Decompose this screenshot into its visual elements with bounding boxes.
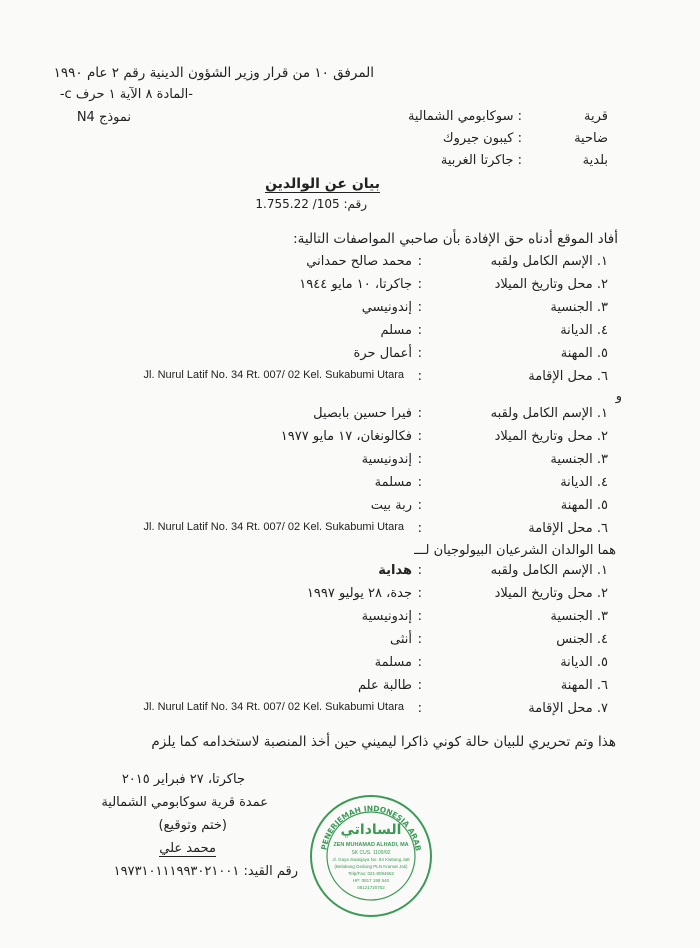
child-row: ٦. المهنة : طالبة علم xyxy=(357,678,608,693)
field-value: إندونيسية xyxy=(361,609,412,624)
mother-row: ٦. محل الإقامة : Jl. Nurul Latif No. 34 Rt. 007/ 02 Kel. Sukabumi Utara xyxy=(143,521,608,536)
field-label: ١. الإسم الكامل ولقبه xyxy=(490,406,608,421)
father-row: ١. الإسم الكامل ولقبه : محمد صالح حمداني xyxy=(306,254,608,269)
field-label: ٧. محل الإقامة xyxy=(528,701,608,716)
field-value: فكالونغان، ١٧ مايو ١٩٧٧ xyxy=(280,429,412,444)
field-label: ٦. محل الإقامة xyxy=(528,369,608,384)
location-label: قرية xyxy=(584,109,608,124)
field-label: ٣. الجنسية xyxy=(550,609,608,624)
father-row: ٤. الديانة : مسلم xyxy=(380,323,608,338)
location-label: ضاحية xyxy=(574,131,608,146)
child-row: ١. الإسم الكامل ولقبه : هداية xyxy=(378,563,608,578)
field-value: مسلمة xyxy=(374,475,412,490)
field-value: مسلمة xyxy=(374,655,412,670)
field-label: ٤. الديانة xyxy=(560,323,608,338)
field-value: أعمال حرة xyxy=(353,346,412,361)
decree-reference: المرفق ١٠ من قرار وزير الشؤون الدينية رقم ٢ عام ١٩٩٠ xyxy=(53,65,374,81)
location-value: : جاكرتا الغربية xyxy=(440,153,522,168)
field-value: هداية xyxy=(378,563,412,578)
stamp-phone-3: 08121720752 xyxy=(357,885,385,890)
stamp-phone-1: Telp/Fax: 021-8094662 xyxy=(347,871,395,876)
stamp-address-2: (Belakang Gedung PLN Kramat Jati) xyxy=(334,864,408,869)
child-row: ٣. الجنسية : إندونيسية xyxy=(361,609,608,624)
field-value: جاكرتا، ١٠ مايو ١٩٤٤ xyxy=(299,277,412,292)
article-reference: -المادة ٨ الآية ١ حرف c- xyxy=(59,87,193,102)
father-row: ٣. الجنسية : إندونيسي xyxy=(361,300,608,315)
form-code: نموذج N4 xyxy=(76,110,131,125)
field-value: إندونيسية xyxy=(361,452,412,467)
child-row: ٧. محل الإقامة : Jl. Nurul Latif No. 34 Rt. 007/ 02 Kel. Sukabumi Utara xyxy=(143,701,608,716)
stamp-sk: SK CUS. 1109/92 xyxy=(351,850,391,856)
field-label: ٢. محل وتاريخ الميلاد xyxy=(494,277,608,292)
signature-seal-note: (ختم وتوقيع) xyxy=(158,818,227,833)
intro-statement: أفاد الموقع أدناه حق الإفادة بأن صاحبي المواصفات التالية: xyxy=(293,231,618,247)
field-label: ٦. محل الإقامة xyxy=(528,521,608,536)
document-title: بيان عن الوالدين xyxy=(265,176,380,192)
field-label: ١. الإسم الكامل ولقبه xyxy=(490,254,608,269)
location-village xyxy=(408,109,608,129)
father-row: ٦. محل الإقامة : Jl. Nurul Latif No. 34 Rt. 007/ 02 Kel. Sukabumi Utara xyxy=(143,369,608,384)
field-label: ٤. الديانة xyxy=(560,475,608,490)
location-district xyxy=(408,131,608,151)
father-row: ٢. محل وتاريخ الميلاد : جاكرتا، ١٠ مايو ١٩٤٤ xyxy=(299,277,608,292)
stamp-ring-text: PENERJEMAH INDONESIA ARAB xyxy=(319,803,423,852)
stamp-address-1: Jl. Gaya Swasjaya No. 84 Kwitang Jatt xyxy=(332,857,410,862)
field-value: Jl. Nurul Latif No. 34 Rt. 007/ 02 Kel. Sukabumi Utara xyxy=(143,521,404,533)
field-value: محمد صالح حمداني xyxy=(306,254,412,269)
signature-place-date: جاكرتا، ٢٧ فبراير ٢٠١٥ xyxy=(121,772,245,787)
field-label: ٦. المهنة xyxy=(560,678,608,693)
stamp-name: ZEN MUHAMAD ALHADI, MA xyxy=(333,842,409,848)
field-label: ٥. المهنة xyxy=(560,498,608,513)
field-value: ربة بيت xyxy=(370,498,412,513)
mother-row: ١. الإسم الكامل ولقبه : فيرا حسين بابصيل xyxy=(313,406,608,421)
field-value: مسلم xyxy=(380,323,412,338)
mother-row: ٤. الديانة : مسلمة xyxy=(374,475,608,490)
field-label: ٢. محل وتاريخ الميلاد xyxy=(494,429,608,444)
document-number: رقم: 105/ 1.755.22 xyxy=(255,197,367,211)
field-value: إندونيسي xyxy=(361,300,412,315)
parents-statement: هما الوالدان الشرعيان البيولوجيان لـــ xyxy=(414,543,616,558)
field-value: فيرا حسين بابصيل xyxy=(313,406,412,421)
location-label: بلدية xyxy=(582,153,608,168)
mother-row: ٥. المهنة : ربة بيت xyxy=(370,498,608,513)
field-label: ٣. الجنسية xyxy=(550,452,608,467)
closing-statement: هذا وتم تحريري للبيان حالة كوني ذاكرا ليميني حين أخذ المنصبة لاستخدامه كما يلزم xyxy=(151,734,616,750)
field-label: ٤. الجنس xyxy=(556,632,608,647)
field-value: أنثى xyxy=(390,632,412,647)
location-city xyxy=(408,153,608,173)
signature-position: عمدة قرية سوكابومي الشمالية xyxy=(101,795,268,810)
field-label: ٥. المهنة xyxy=(560,346,608,361)
field-value: طالبة علم xyxy=(357,678,412,693)
field-label: ٣. الجنسية xyxy=(550,300,608,315)
location-value: : كيبون جيروك xyxy=(442,131,522,146)
field-value: Jl. Nurul Latif No. 34 Rt. 007/ 02 Kel. Sukabumi Utara xyxy=(143,369,404,381)
signatory-name: محمد علي xyxy=(159,841,216,856)
field-value: Jl. Nurul Latif No. 34 Rt. 007/ 02 Kel. Sukabumi Utara xyxy=(143,701,404,713)
translator-stamp xyxy=(310,795,432,917)
father-row: ٥. المهنة : أعمال حرة xyxy=(353,346,608,361)
stamp-ring-icon xyxy=(312,797,430,915)
field-label: ١. الإسم الكامل ولقبه xyxy=(490,563,608,578)
field-label: ٢. محل وتاريخ الميلاد xyxy=(494,586,608,601)
mother-row: ٢. محل وتاريخ الميلاد : فكالونغان، ١٧ مايو ١٩٧٧ xyxy=(280,429,608,444)
mother-row: ٣. الجنسية : إندونيسية xyxy=(361,452,608,467)
location-value: : سوكابومي الشمالية xyxy=(407,109,522,124)
stamp-center-text: الساداتي xyxy=(340,822,402,838)
signatory-id: رقم القيد: ١٩٧٣١٠١١١٩٩٣٠٢١٠٠١ xyxy=(113,864,298,879)
field-value: جدة، ٢٨ يوليو ١٩٩٧ xyxy=(306,586,412,601)
child-row: ٢. محل وتاريخ الميلاد : جدة، ٢٨ يوليو ١٩٩٧ xyxy=(306,586,608,601)
stamp-phone-2: HP: 0817 198 540 xyxy=(352,878,390,883)
child-row: ٥. الديانة : مسلمة xyxy=(374,655,608,670)
field-label: ٥. الديانة xyxy=(560,655,608,670)
conjunction: و xyxy=(615,389,622,404)
child-row: ٤. الجنس : أنثى xyxy=(390,632,608,647)
